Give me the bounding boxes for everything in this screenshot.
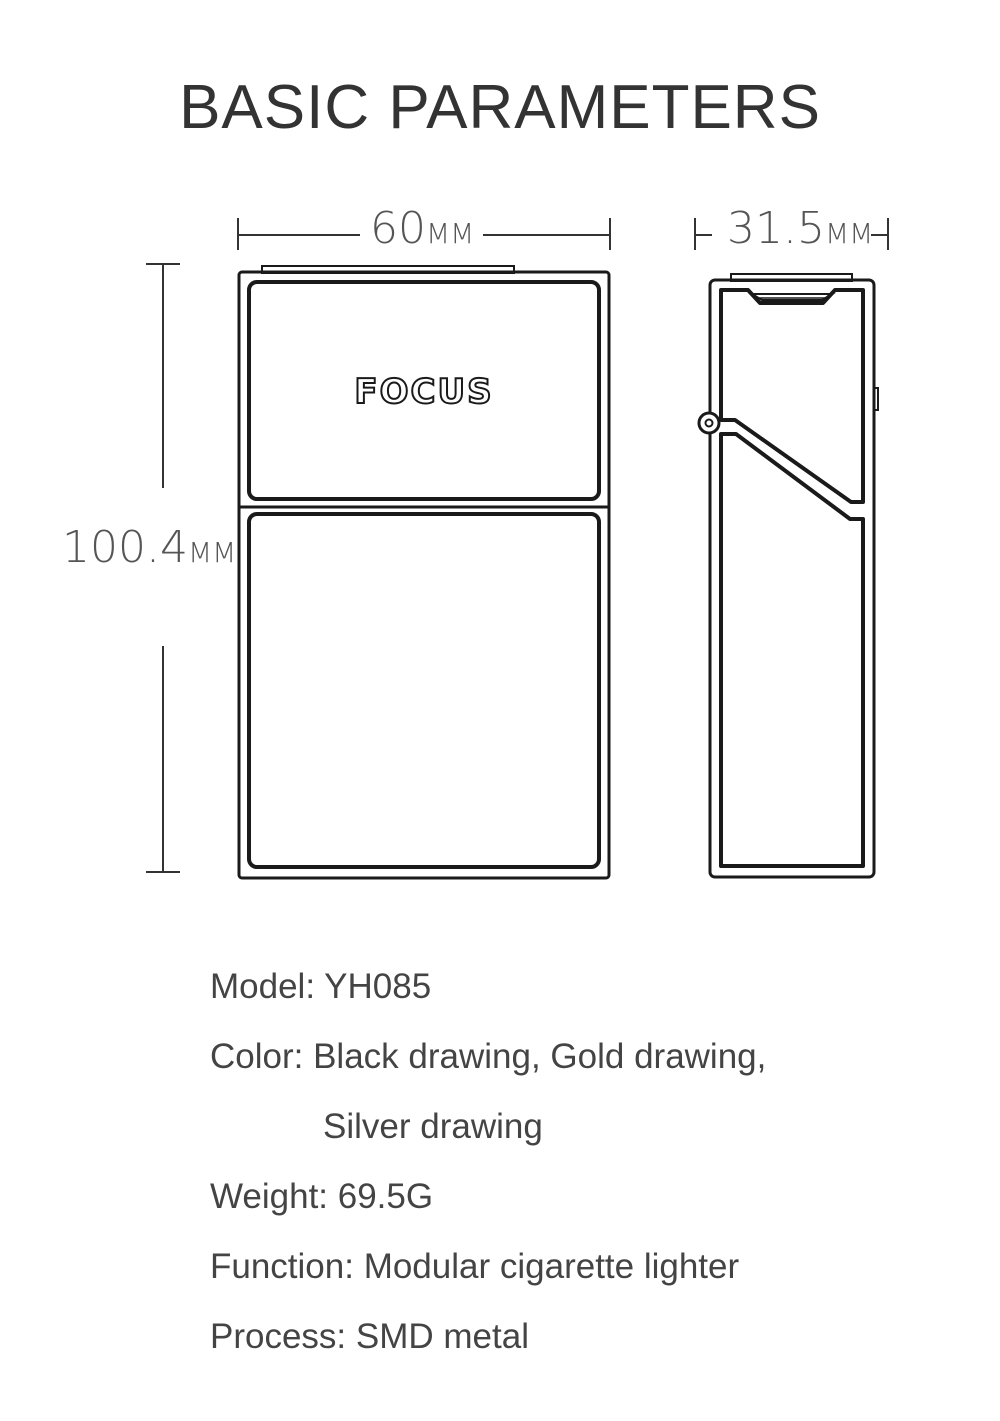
depth-dimension-label: 31.5MM: [727, 203, 874, 254]
side-view: [699, 274, 878, 877]
width-dimension-label: 60MM: [370, 203, 475, 254]
spec-color-continued: Silver drawing: [323, 1107, 543, 1146]
front-view: [239, 266, 609, 878]
spec-model: Model: YH085: [210, 967, 432, 1006]
height-dimension-label: 100.4MM: [62, 522, 237, 573]
spec-list: [210, 964, 766, 1384]
spec-process: Process: SMD metal: [210, 1317, 529, 1356]
page-title: BASIC PARAMETERS: [179, 73, 821, 142]
spec-weight: Weight: 69.5G: [210, 1177, 434, 1216]
spec-color: Color: Black drawing, Gold drawing,: [210, 1037, 767, 1076]
focus-logo: FOCUS: [354, 372, 494, 412]
spec-function: Function: Modular cigarette lighter: [210, 1247, 740, 1286]
